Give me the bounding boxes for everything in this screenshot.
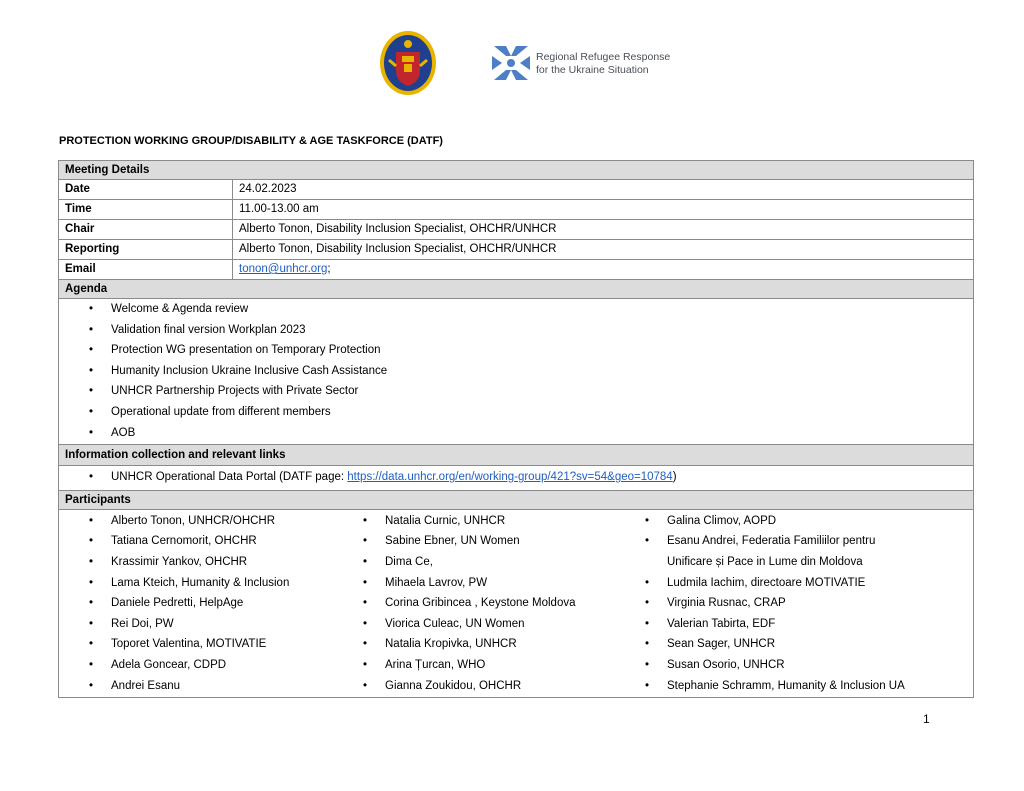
participant-item: • Dima Ce, <box>333 552 615 573</box>
participant-item: • Natalia Curnic, UNHCR <box>333 511 615 532</box>
participant-item: • Sean Sager, UNHCR <box>615 634 973 655</box>
reporting-row <box>59 240 973 260</box>
row-label: Email <box>59 260 233 279</box>
partner-text-line1: Regional Refugee Response <box>536 51 671 63</box>
participant-item: • Stephanie Schramm, Humanity & Inclusion UA <box>615 676 973 697</box>
participant-item: • Virginia Rusnac, CRAP <box>615 593 973 614</box>
info-links-header: Information collection and relevant links <box>59 445 973 466</box>
participant-item: • Natalia Kropivka, UNHCR <box>333 634 615 655</box>
rrr-logo-icon <box>490 42 532 84</box>
row-label: Chair <box>59 220 233 239</box>
info-links-list <box>59 466 973 491</box>
participant-item: • Toporet Valentina, MOTIVATIE <box>59 634 333 655</box>
agenda-header: Agenda <box>59 280 973 299</box>
page-number: 1 <box>923 712 930 726</box>
row-label: Date <box>59 180 233 199</box>
row-label: Reporting <box>59 240 233 259</box>
datf-page-link[interactable]: https://data.unhcr.org/en/working-group/421?sv=54&geo=10784 <box>347 471 673 484</box>
document-title: PROTECTION WORKING GROUP/DISABILITY & AGE TASKFORCE (DATF) <box>59 135 443 147</box>
email-suffix: ; <box>327 263 331 275</box>
row-value: 11.00-13.00 am <box>239 203 319 215</box>
regional-refugee-response-logo <box>490 42 680 86</box>
participant-item: • Valerian Tabirta, EDF <box>615 614 973 635</box>
chair-row <box>59 220 973 240</box>
participant-item: • Esanu Andrei, Federatia Familiilor pentru <box>615 531 973 552</box>
agenda-item: • AOB <box>59 423 973 444</box>
participant-item: • Alberto Tonon, UNHCR/OHCHR <box>59 511 333 532</box>
participant-item: • Sabine Ebner, UN Women <box>333 531 615 552</box>
email-row <box>59 260 973 280</box>
participant-item: • Susan Osorio, UNHCR <box>615 655 973 676</box>
participants-column-3 <box>615 511 973 696</box>
info-link-prefix: UNHCR Operational Data Portal (DATF page: <box>111 471 348 484</box>
info-link-suffix: ) <box>672 471 677 484</box>
minutes-table <box>58 160 974 698</box>
agenda-list <box>59 299 973 445</box>
row-value: 24.02.2023 <box>239 183 297 195</box>
agenda-item: • Humanity Inclusion Ukraine Inclusive Cash Assistance <box>59 361 973 382</box>
participant-item: • Adela Goncear, CDPD <box>59 655 333 676</box>
partner-text-line2: for the Ukraine Situation <box>536 64 649 76</box>
participant-item: • Daniele Pedretti, HelpAge <box>59 593 333 614</box>
participant-item-continued: Unificare și Pace in Lume din Moldova <box>667 555 863 568</box>
info-link-item <box>59 467 973 488</box>
participant-item: • Andrei Esanu <box>59 676 333 697</box>
participant-item: • Corina Gribincea , Keystone Moldova <box>333 593 615 614</box>
participant-item: • Ludmila Iachim, directoare MOTIVATIE <box>615 573 973 594</box>
participant-item: • Gianna Zoukidou, OHCHR <box>333 676 615 697</box>
agenda-item: • Operational update from different members <box>59 402 973 423</box>
participant-item: • Arina Țurcan, WHO <box>333 655 615 676</box>
participants-column-2 <box>333 511 615 696</box>
participant-item: • Krassimir Yankov, OHCHR <box>59 552 333 573</box>
agenda-item: • UNHCR Partnership Projects with Private Sector <box>59 381 973 402</box>
participant-item: • Viorica Culeac, UN Women <box>333 614 615 635</box>
participants-columns <box>59 510 973 697</box>
row-value: Alberto Tonon, Disability Inclusion Specialist, OHCHR/UNHCR <box>239 243 557 255</box>
agenda-item: • Welcome & Agenda review <box>59 299 973 320</box>
date-row <box>59 180 973 200</box>
participants-column-1 <box>59 511 333 696</box>
agenda-item: • Protection WG presentation on Temporary Protection <box>59 340 973 361</box>
row-value <box>233 260 973 279</box>
participant-item: • Mihaela Lavrov, PW <box>333 573 615 594</box>
participant-item: • Rei Doi, PW <box>59 614 333 635</box>
participant-item: • Galina Climov, AOPD <box>615 511 973 532</box>
row-value: Alberto Tonon, Disability Inclusion Specialist, OHCHR/UNHCR <box>239 223 557 235</box>
participant-item: • Lama Kteich, Humanity & Inclusion <box>59 573 333 594</box>
email-link[interactable]: tonon@unhcr.org <box>239 263 328 275</box>
participants-header: Participants <box>59 491 973 510</box>
header-logos <box>0 28 1024 100</box>
meeting-details-header: Meeting Details <box>59 161 973 180</box>
agenda-item: • Validation final version Workplan 2023 <box>59 320 973 341</box>
time-row <box>59 200 973 220</box>
moldova-coat-of-arms-icon <box>379 30 437 96</box>
row-label: Time <box>59 200 233 219</box>
participant-item: • Tatiana Cernomorit, OHCHR <box>59 531 333 552</box>
